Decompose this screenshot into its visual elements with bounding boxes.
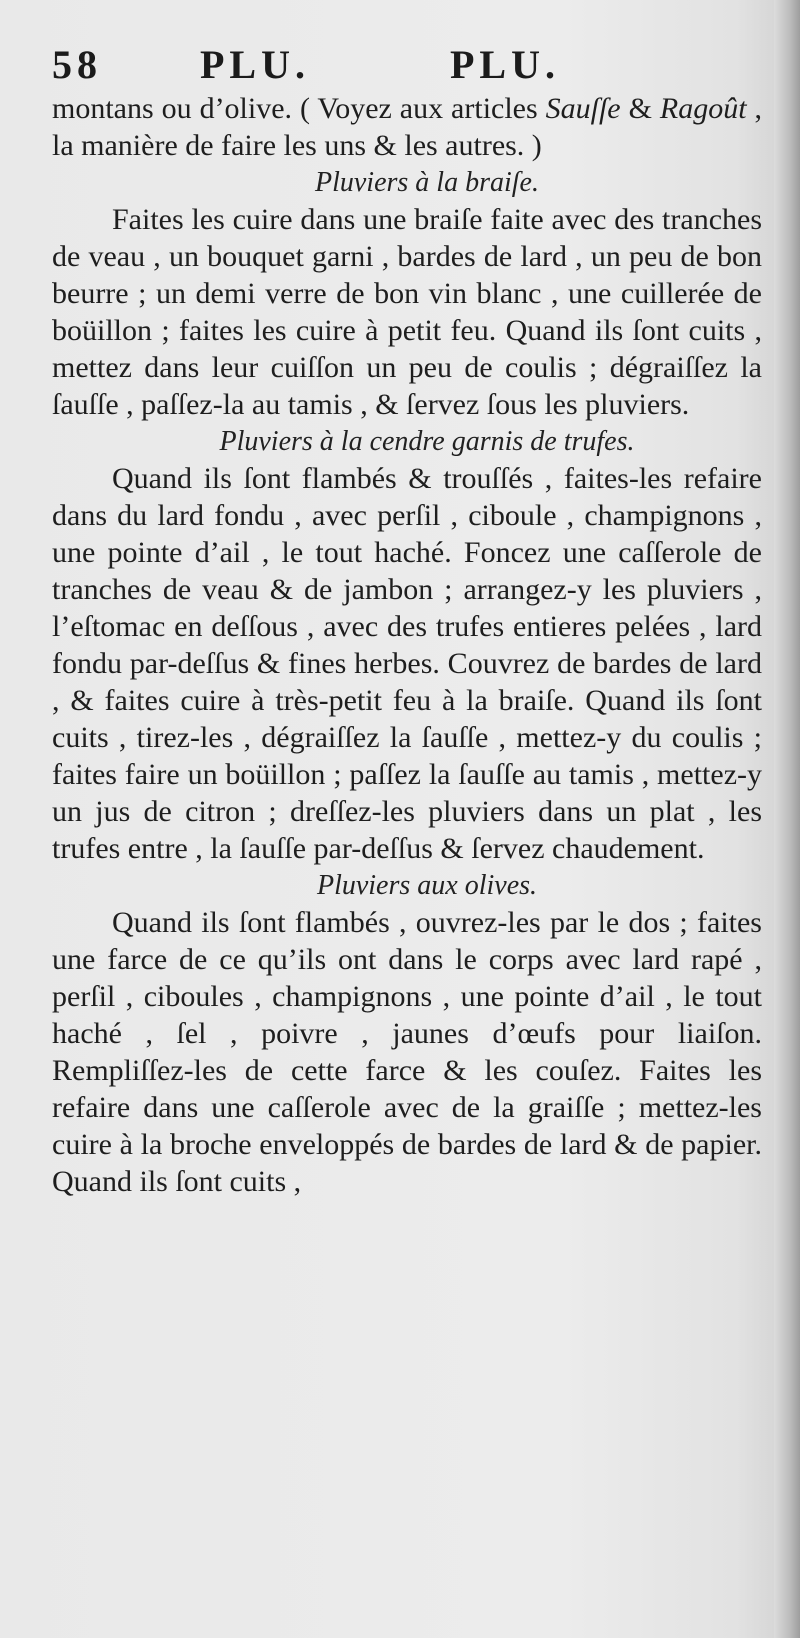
cross-reference-sausse: Sauſſe bbox=[545, 92, 621, 125]
running-head-right: PLU. bbox=[450, 42, 560, 87]
section-heading-olives: Pluviers aux olives. bbox=[316, 870, 538, 901]
page-gutter-shadow bbox=[774, 0, 800, 1638]
continuation-paragraph bbox=[52, 90, 762, 164]
continuation-text-1: montans ou d’olive. ( Voyez aux articles bbox=[52, 92, 546, 125]
section-heading-cendre: Pluviers à la cendre garnis de trufes. bbox=[219, 426, 635, 457]
section-heading-braise: Pluviers à la braiſe. bbox=[315, 167, 539, 198]
continuation-text-2: & bbox=[620, 92, 660, 125]
page-number: 58 bbox=[52, 42, 102, 87]
cross-reference-ragout: Ragoût bbox=[659, 92, 747, 125]
section-text-cendre: Quand ils ſont flambés & trouſſés , faites-les refaire dans du lard fondu , avec perſil , ciboule , champignons , une pointe d’ail , le tout haché. Foncez une caſſerole de tranches de veau & de jambon ; arrangez-y les pluviers , l’eſtomac en deſſous , avec des trufes entieres pelées , lard fondu par-deſſus & fines herbes. Couvrez de bardes de lard , & faites cuire à très-petit feu à la braiſe. Quand ils ſont cuits , tirez-les , dégraiſſez la ſauſſe , mettez-y du coulis ; faites faire un boüillon ; paſſez la ſauſſe au tamis , mettez-y un jus de citron ; dreſſez-les pluviers dans un plat , les trufes entre , la ſauſſe par-deſſus & ſervez chaudement. bbox=[52, 462, 762, 865]
page-body bbox=[52, 90, 762, 1200]
section-text-olives: Quand ils ſont flambés , ouvrez-les par le dos ; faites une farce de ce qu’ils ont dans le corps avec lard rapé , perſil , ciboules , champignons , une pointe d’ail , le tout haché , ſel , poivre , jaunes d’œufs pour liaiſon. Rempliſſez-les de cette farce & les couſez. Faites les refaire dans une caſſerole avec de la graiſſe ; mettez-les cuire à la broche enveloppés de bardes de lard & de papier. Quand ils ſont cuits , bbox=[52, 906, 762, 1198]
running-head-left: PLU. bbox=[200, 42, 310, 87]
continuation-text-3: , la manière de faire les uns & les autres. ) bbox=[52, 92, 762, 162]
section-text-braise: Faites les cuire dans une braiſe faite avec des tranches de veau , un bouquet garni , bardes de lard , un peu de bon beurre ; un demi verre de bon vin blanc , une cuillerée de boüillon ; faites les cuire à petit feu. Quand ils ſont cuits , mettez dans leur cuiſſon un peu de coulis ; dégraiſſez la ſauſſe , paſſez-la au tamis , & ſervez ſous les pluviers. bbox=[52, 203, 762, 421]
running-header bbox=[52, 40, 612, 90]
